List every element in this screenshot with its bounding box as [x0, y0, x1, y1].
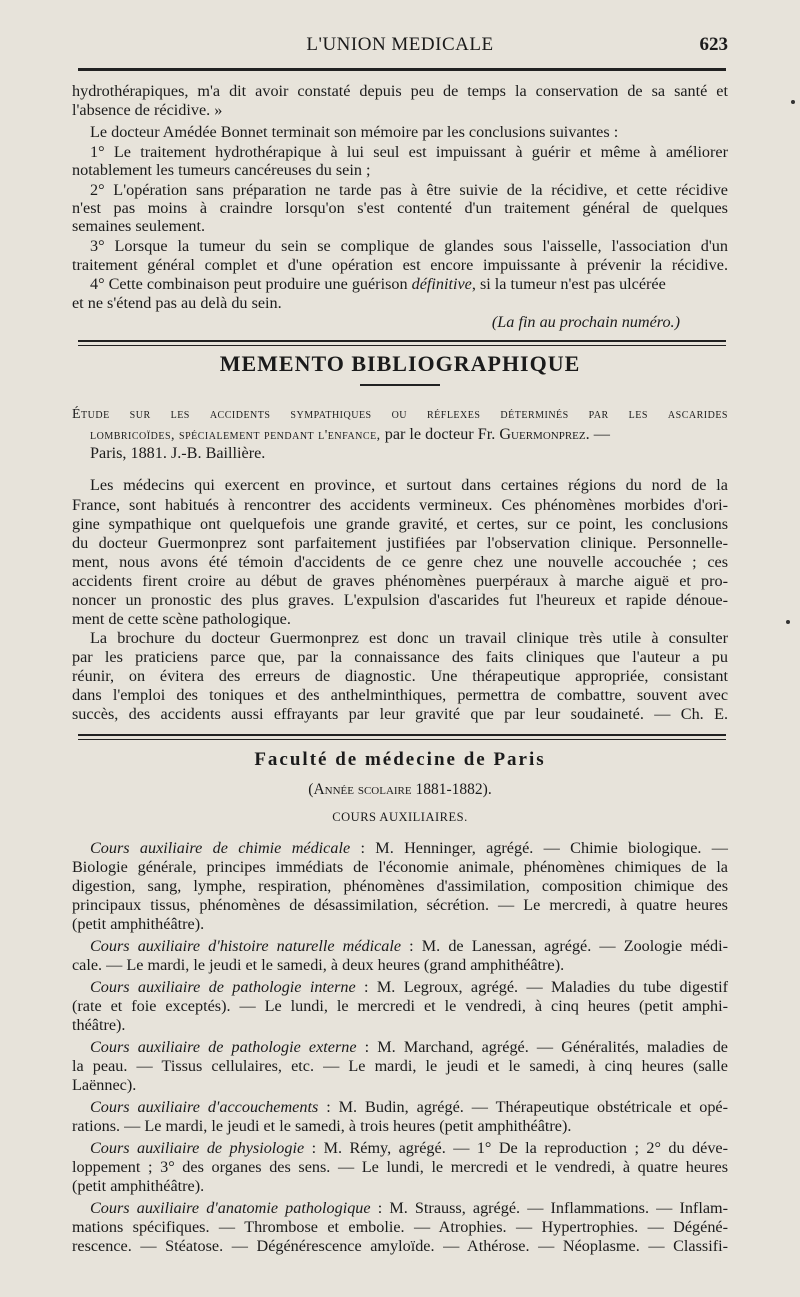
text-line: rescence. — Stéatose. — Dégénérescence amyloïde. — Athérose. — Néoplasme. — Classifi-: [72, 1237, 728, 1255]
text-line: dans l'emploi des toniques et des anthelminthiques, permettra de combattre, souvent avec: [72, 686, 728, 704]
text-line: 3° Lorsque la tumeur du sein se complique de glandes sous l'aisselle, l'association d'un: [90, 237, 728, 255]
text-line: Biologie générale, principes immédiats de l'économie animale, phénomènes chimiques de la: [72, 858, 728, 876]
book-entry-title-end: lombricoïdes, spécialement pendant l'enfance,: [90, 428, 381, 443]
course-name: Cours auxiliaire d'accouchements: [90, 1098, 319, 1116]
text-span: par le docteur Fr.: [380, 425, 500, 443]
text-line: cale. — Le mardi, le jeudi et le samedi, à deux heures (grand amphithéâtre).: [72, 956, 565, 974]
text-line: Le docteur Amédée Bonnet terminait son mémoire par les conclusions suivantes :: [90, 123, 619, 141]
text-line: principaux tissus, phénomènes de désassimilation, sécrétion. — Le mercredi, à quatre heures: [72, 896, 728, 914]
text-line: digestion, sang, lymphe, respiration, phénomènes d'assimilation, composition chimique des: [72, 877, 728, 895]
course-detail: : M. Marchand, agrégé. — Généralités, maladies de: [356, 1038, 728, 1056]
memento-title: MEMENTO BIBLIOGRAPHIQUE: [219, 351, 581, 376]
course-heading: [72, 1038, 728, 1057]
faculte-title: Faculté de médecine de Paris: [254, 749, 546, 770]
running-title: L'UNION MEDICALE: [306, 34, 494, 55]
course-detail: : M. Strauss, agrégé. — Inflammations. — Inflam-: [370, 1199, 728, 1217]
course-heading: [72, 1098, 728, 1117]
page-header: [0, 34, 800, 64]
text-span: —: [589, 425, 610, 443]
text-line: notablement les tumeurs cancéreuses du sein ;: [72, 161, 371, 179]
text-line: succès, des accidents aussi effrayants par leur gravité que par leur soudaineté. — Ch. E.: [72, 705, 728, 723]
course-name: Cours auxiliaire d'histoire naturelle médicale: [90, 937, 402, 955]
text-line: ment, nous avons été témoin d'accidents de ce genre chez une nouvelle accouchée ; ces: [72, 553, 728, 571]
course-heading: [72, 1199, 728, 1218]
text-line: [72, 275, 728, 294]
text-line: mations spécifiques. — Thrombose et embolie. — Atrophies. — Hypertrophies. — Dégéné-: [72, 1218, 728, 1236]
course-detail: : M. de Lanessan, agrégé. — Zoologie médi-: [401, 937, 729, 955]
text-line: Laënnec).: [72, 1076, 137, 1094]
author-name: Guermonprez.: [499, 425, 590, 443]
text-line: ment de cette scène pathologique.: [72, 610, 291, 628]
text-line: par les praticiens parce que, par la connaissance des faits cliniques que l'auteur a pu: [72, 648, 728, 666]
course-detail: : M. Budin, agrégé. — Thérapeutique obstétricale et opé-: [318, 1098, 728, 1116]
italic-word: définitive: [411, 275, 472, 293]
ink-speck: [791, 100, 795, 104]
text-line: accidents firent croire au début de graves phénomènes puerpéraux à marche aiguë et pro-: [72, 572, 728, 590]
text-span: 4° Cette combinaison peut produire une guérison: [90, 275, 412, 293]
book-entry-title: Étude sur les accidents sympathiques ou réflexes déterminés par les ascarides: [72, 407, 728, 422]
text-line: l'absence de récidive. »: [72, 101, 223, 119]
text-line: la peau. — Tissus cellulaires, etc. — Le mardi, le jeudi et le samedi, à cinq heures (salle: [72, 1057, 728, 1075]
course-name: Cours auxiliaire d'anatomie pathologique: [90, 1199, 371, 1217]
section-rule: [78, 340, 726, 342]
book-entry-line: [72, 425, 728, 445]
text-line: gine sympathique ont quelquefois une grande gravité, et certes, sur ce point, les conclusions: [72, 515, 728, 533]
text-span: , si la tumeur n'est pas ulcérée: [471, 275, 666, 293]
text-line: 1° Le traitement hydrothérapique à lui seul est impuissant à guérir et même à améliorer: [90, 143, 728, 161]
text-line: (petit amphithéâtre).: [72, 915, 205, 933]
continuation-note-text: (La fin au prochain numéro.): [491, 313, 680, 331]
text-line: La brochure du docteur Guermonprez est donc un travail clinique très utile à consulter: [90, 629, 728, 647]
ink-speck: [786, 620, 790, 624]
text-line: (petit amphithéâtre).: [72, 1177, 205, 1195]
course-name: Cours auxiliaire de pathologie interne: [90, 978, 356, 996]
text-line: noncer un pronostic des plus graves. L'expulsion d'ascarides fut l'heureux et rapide dénoue-: [72, 591, 728, 609]
faculte-year: (Année scolaire 1881-1882).: [308, 781, 492, 798]
text-line: Les médecins qui exercent en province, et surtout dans certaines régions du nord de la: [90, 476, 728, 494]
course-name: Cours auxiliaire de chimie médicale: [90, 839, 351, 857]
text-line: 2° L'opération sans préparation ne tarde pas à être suivie de la récidive, et cette récidive: [90, 181, 728, 199]
text-line: semaines seulement.: [72, 217, 206, 235]
course-heading: [72, 937, 728, 956]
text-line: (rate et foie exceptés). — Le lundi, le mercredi et le vendredi, à cinq heures (petit amphi-: [72, 997, 728, 1015]
course-detail: : M. Legroux, agrégé. — Maladies du tube digestif: [355, 978, 728, 996]
course-detail: : M. Henninger, agrégé. — Chimie biologique. —: [350, 839, 728, 857]
header-rule: [78, 68, 726, 71]
faculte-subtitle: COURS AUXILIAIRES.: [332, 810, 468, 824]
page-number: 623: [699, 34, 728, 55]
text-line: théâtre).: [72, 1016, 126, 1034]
course-heading: [72, 1139, 728, 1158]
course-detail: : M. Rémy, agrégé. — 1° De la reproduction ; 2° du déve-: [304, 1139, 728, 1157]
section-rule: [78, 734, 726, 736]
book-publisher: Paris, 1881. J.-B. Baillière.: [90, 444, 266, 462]
text-line: traitement général complet et d'une opération est encore impuissante à prévenir la récidive.: [72, 256, 728, 274]
course-name: Cours auxiliaire de pathologie externe: [90, 1038, 357, 1056]
course-name: Cours auxiliaire de physiologie: [90, 1139, 305, 1157]
text-line: et ne s'étend pas au delà du sein.: [72, 294, 282, 312]
section-rule: [78, 345, 726, 346]
text-line: n'est pas moins à craindre lorsqu'on s'est contenté d'un traitement général de quelques: [72, 199, 728, 217]
section-rule: [78, 739, 726, 740]
course-heading: [72, 978, 728, 997]
course-heading: [72, 839, 728, 858]
text-line: réunir, on évitera des erreurs de diagnostic. Une thérapeutique appropriée, consistant: [72, 667, 728, 685]
text-line: hydrothérapiques, m'a dit avoir constaté depuis peu de temps la conservation de sa santé et: [72, 82, 728, 100]
title-underline: [360, 384, 440, 386]
continuation-note: [72, 313, 680, 332]
text-line: rations. — Le mardi, le jeudi et le samedi, à trois heures (petit amphithéâtre).: [72, 1117, 572, 1135]
text-line: France, sont habitués à rencontrer des accidents vermineux. Ces phénomènes morbides d'ori-: [72, 496, 728, 514]
text-line: du docteur Guermonprez sont parfaitement justifiées par l'observation clinique. Personnelle-: [72, 534, 728, 552]
text-line: loppement ; 3° des organes des sens. — Le lundi, le mercredi et le vendredi, à quatre heures: [72, 1158, 728, 1176]
